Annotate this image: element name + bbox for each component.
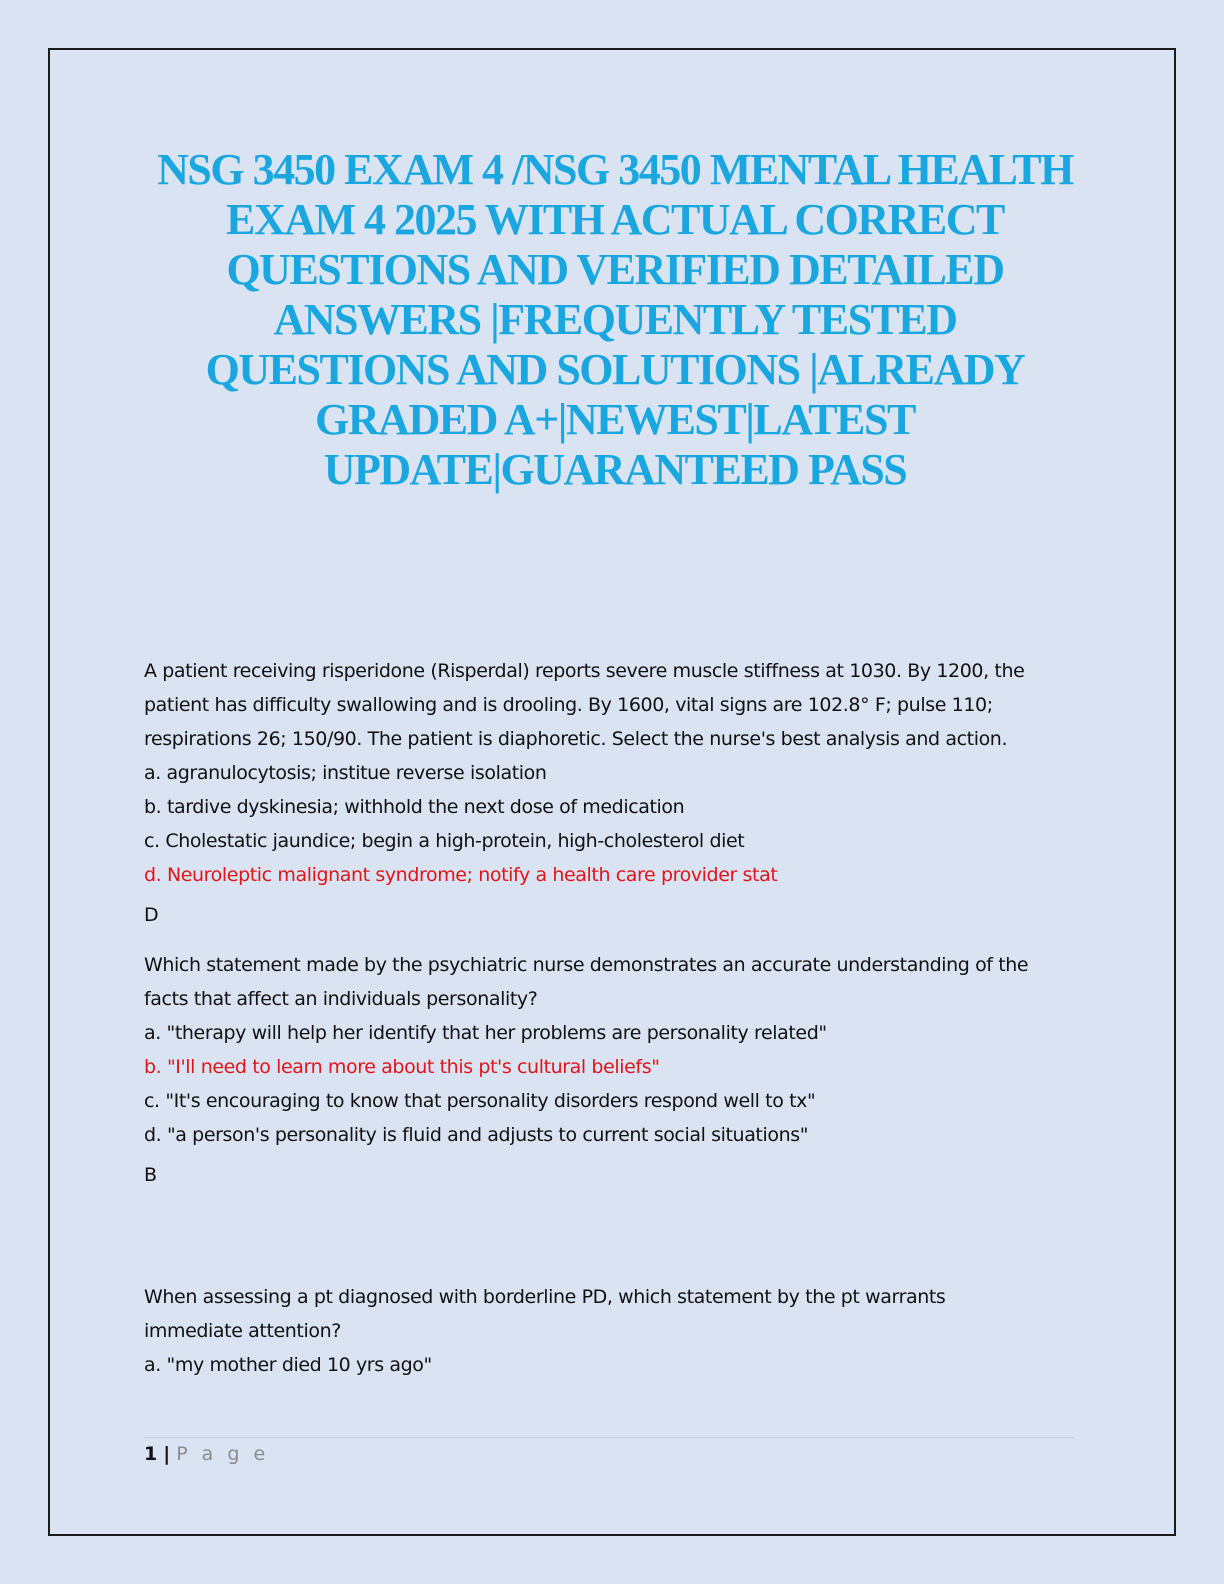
answer-option: c. "It's encouraging to know that personality disorders respond well to tx": [144, 1090, 816, 1112]
footer-separator: |: [163, 1443, 171, 1465]
question-list: [144, 654, 1084, 1382]
title-line: QUESTIONS AND VERIFIED DETAILED: [226, 245, 1004, 294]
correct-answer-option: b. "I'll need to learn more about this pt's cultural beliefs": [144, 1056, 660, 1078]
question-stem-line: When assessing a pt diagnosed with borderline PD, which statement by the pt warrants: [144, 1286, 946, 1308]
question-stem-line: facts that affect an individuals personality?: [144, 988, 538, 1010]
answer-key: B: [144, 1164, 157, 1186]
question-block: [144, 948, 1084, 1192]
question-stem-line: immediate attention?: [144, 1320, 341, 1342]
question-block: [144, 1280, 1084, 1382]
page-footer: [144, 1442, 269, 1466]
title-line: UPDATE|GUARANTEED PASS: [323, 445, 907, 494]
answer-option: a. "my mother died 10 yrs ago": [144, 1354, 432, 1376]
question-stem-line: Which statement made by the psychiatric nurse demonstrates an accurate understanding of the: [144, 954, 1029, 976]
title-line: GRADED A+|NEWEST|LATEST: [315, 395, 915, 444]
correct-answer-option: d. Neuroleptic malignant syndrome; notify a health care provider stat: [144, 864, 778, 886]
answer-key: D: [144, 904, 159, 926]
question-block: [144, 654, 1084, 932]
title-line: QUESTIONS AND SOLUTIONS |ALREADY: [205, 345, 1025, 394]
page-number: 1: [144, 1443, 158, 1465]
question-stem-line: A patient receiving risperidone (Risperdal) reports severe muscle stiffness at 1030. By 1200, the: [144, 660, 1025, 682]
document-title: [120, 145, 1110, 495]
page-label: P a g e: [176, 1443, 270, 1465]
answer-option: d. "a person's personality is fluid and adjusts to current social situations": [144, 1124, 809, 1146]
answer-option: b. tardive dyskinesia; withhold the next dose of medication: [144, 796, 685, 818]
answer-option: a. agranulocytosis; institue reverse isolation: [144, 762, 547, 784]
answer-option: a. "therapy will help her identify that her problems are personality related": [144, 1022, 827, 1044]
question-stem-line: respirations 26; 150/90. The patient is diaphoretic. Select the nurse's best analysis and action.: [144, 728, 1008, 750]
title-line: NSG 3450 EXAM 4 /NSG 3450 MENTAL HEALTH: [157, 145, 1073, 194]
question-stem-line: patient has difficulty swallowing and is drooling. By 1600, vital signs are 102.8° F; pulse 110;: [144, 694, 993, 716]
footer-divider: [144, 1437, 1074, 1438]
title-line: ANSWERS |FREQUENTLY TESTED: [273, 295, 957, 344]
answer-option: c. Cholestatic jaundice; begin a high-protein, high-cholesterol diet: [144, 830, 745, 852]
title-line: EXAM 4 2025 WITH ACTUAL CORRECT: [226, 195, 1004, 244]
